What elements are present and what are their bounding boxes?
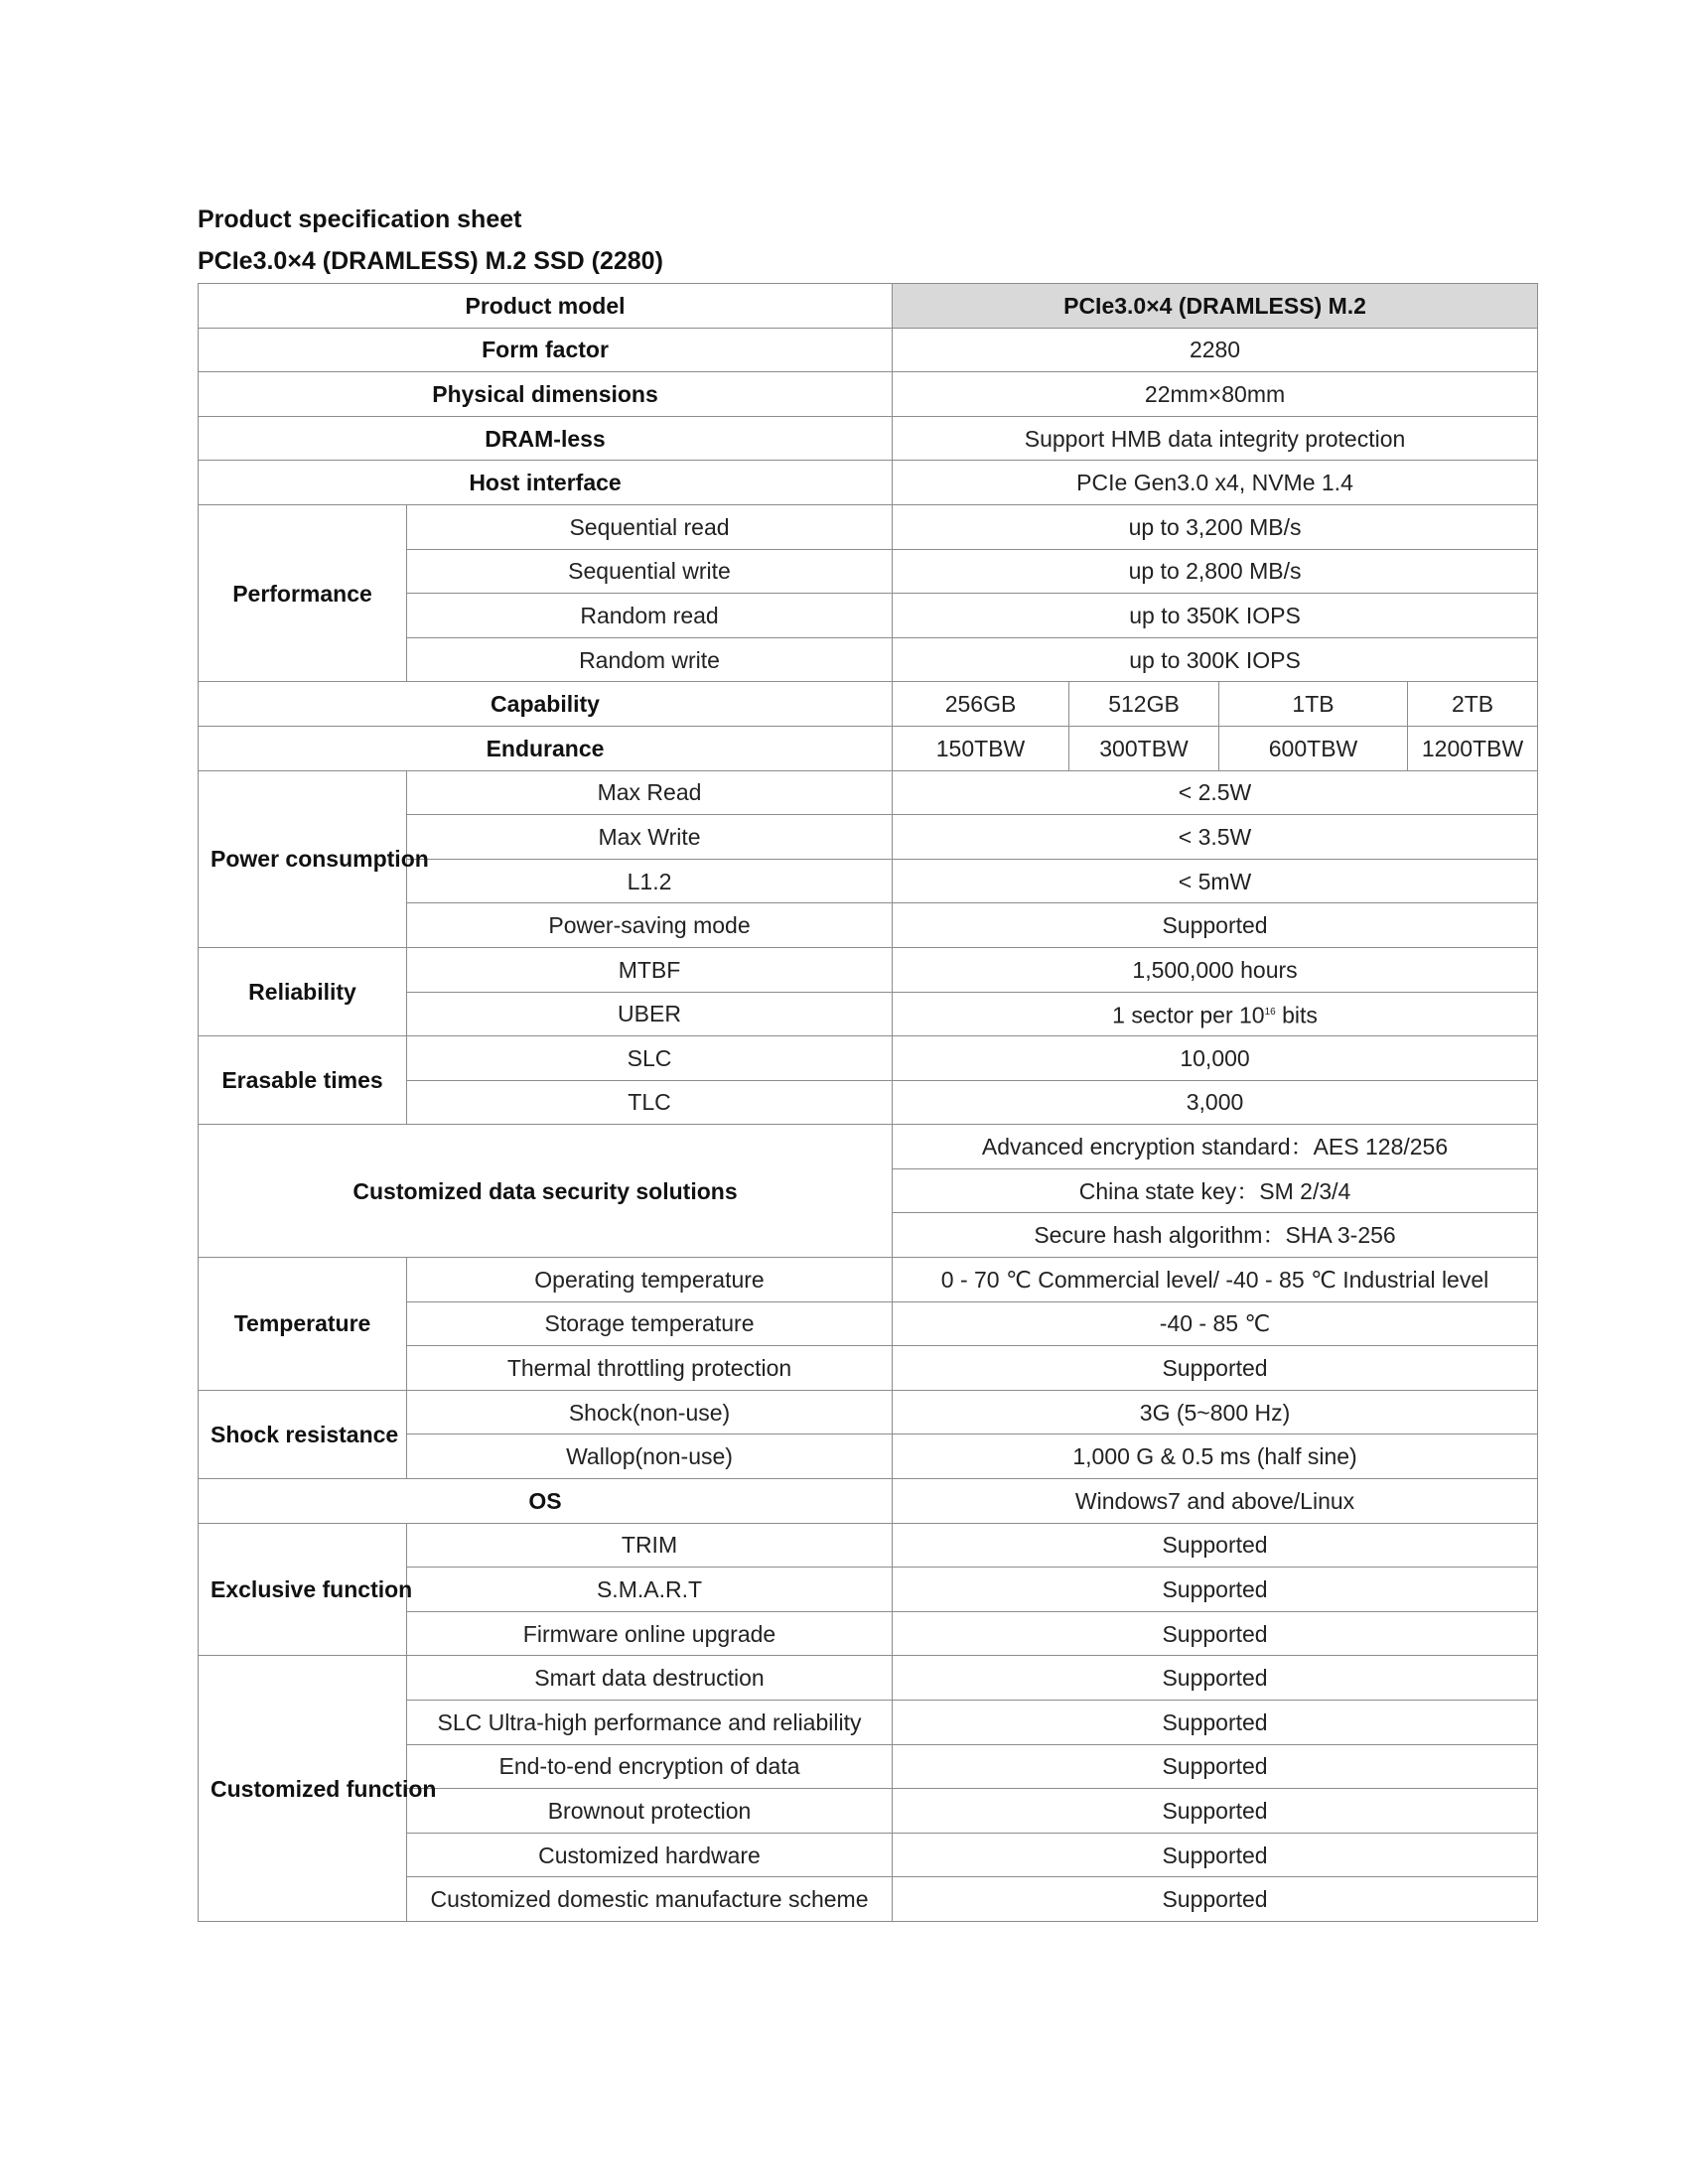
os-label: OS xyxy=(199,1479,893,1524)
product-model-value: PCIe3.0×4 (DRAMLESS) M.2 xyxy=(893,284,1538,329)
row-physical-dimensions xyxy=(199,372,1538,417)
row-shock xyxy=(199,1390,1538,1434)
exclusive-item-label: TRIM xyxy=(407,1523,893,1568)
temperature-item-label: Storage temperature xyxy=(407,1301,893,1346)
power-group-label: Power consumption xyxy=(199,770,407,947)
dram-less-value: Support HMB data integrity protection xyxy=(893,416,1538,461)
power-item-label: Power-saving mode xyxy=(407,903,893,948)
customized-item-value: Supported xyxy=(893,1744,1538,1789)
row-os xyxy=(199,1479,1538,1524)
shock-item-value: 1,000 G & 0.5 ms (half sine) xyxy=(893,1434,1538,1479)
customized-item-value: Supported xyxy=(893,1877,1538,1922)
performance-item-label: Random write xyxy=(407,637,893,682)
row-form-factor xyxy=(199,328,1538,372)
performance-item-value: up to 350K IOPS xyxy=(893,594,1538,638)
exclusive-group-label: Exclusive function xyxy=(199,1523,407,1656)
endurance-value: 600TBW xyxy=(1219,726,1408,770)
endurance-value: 1200TBW xyxy=(1408,726,1538,770)
row-product-model xyxy=(199,284,1538,329)
security-value: Advanced encryption standard：AES 128/256 xyxy=(893,1125,1538,1169)
dram-less-label: DRAM-less xyxy=(199,416,893,461)
customized-item-value: Supported xyxy=(893,1656,1538,1701)
uber-value xyxy=(893,992,1538,1036)
temperature-item-value: 0 - 70 ℃ Commercial level/ -40 - 85 ℃ Industrial level xyxy=(893,1258,1538,1302)
erasable-group-label: Erasable times xyxy=(199,1036,407,1125)
row-erasable xyxy=(199,1036,1538,1081)
exclusive-item-label: Firmware online upgrade xyxy=(407,1611,893,1656)
row-host-interface xyxy=(199,461,1538,505)
performance-item-label: Sequential read xyxy=(407,504,893,549)
erasable-item-label: TLC xyxy=(407,1080,893,1125)
exclusive-item-label: S.M.A.R.T xyxy=(407,1568,893,1612)
os-value: Windows7 and above/Linux xyxy=(893,1479,1538,1524)
host-interface-label: Host interface xyxy=(199,461,893,505)
shock-item-value: 3G (5~800 Hz) xyxy=(893,1390,1538,1434)
row-reliability xyxy=(199,947,1538,992)
power-item-value: < 2.5W xyxy=(893,770,1538,815)
mtbf-value: 1,500,000 hours xyxy=(893,947,1538,992)
power-item-value: Supported xyxy=(893,903,1538,948)
performance-item-value: up to 300K IOPS xyxy=(893,637,1538,682)
capability-value: 2TB xyxy=(1408,682,1538,727)
security-group-label: Customized data security solutions xyxy=(199,1125,893,1258)
customized-group-label: Customized function xyxy=(199,1656,407,1922)
endurance-label: Endurance xyxy=(199,726,893,770)
row-exclusive xyxy=(199,1523,1538,1568)
row-dram-less xyxy=(199,416,1538,461)
shock-group-label: Shock resistance xyxy=(199,1390,407,1478)
shock-item-label: Wallop(non-use) xyxy=(407,1434,893,1479)
document-header xyxy=(198,199,663,282)
performance-item-value: up to 3,200 MB/s xyxy=(893,504,1538,549)
row-security xyxy=(199,1125,1538,1169)
customized-item-label: Brownout protection xyxy=(407,1789,893,1834)
row-endurance xyxy=(199,726,1538,770)
spec-table xyxy=(198,283,1538,1922)
uber-suffix: bits xyxy=(1275,1002,1318,1028)
uber-exponent: 16 xyxy=(1264,1006,1276,1018)
form-factor-label: Form factor xyxy=(199,328,893,372)
capability-label: Capability xyxy=(199,682,893,727)
erasable-item-label: SLC xyxy=(407,1036,893,1081)
customized-item-label: Smart data destruction xyxy=(407,1656,893,1701)
host-interface-value: PCIe Gen3.0 x4, NVMe 1.4 xyxy=(893,461,1538,505)
document-title: Product specification sheet xyxy=(198,205,522,233)
uber-label: UBER xyxy=(407,992,893,1036)
customized-item-label: Customized hardware xyxy=(407,1833,893,1877)
performance-group-label: Performance xyxy=(199,504,407,681)
erasable-item-value: 3,000 xyxy=(893,1080,1538,1125)
temperature-item-label: Thermal throttling protection xyxy=(407,1346,893,1391)
customized-item-value: Supported xyxy=(893,1701,1538,1745)
shock-item-label: Shock(non-use) xyxy=(407,1390,893,1434)
exclusive-item-value: Supported xyxy=(893,1523,1538,1568)
customized-item-value: Supported xyxy=(893,1789,1538,1834)
uber-prefix: 1 sector per 10 xyxy=(1112,1002,1265,1028)
row-capability xyxy=(199,682,1538,727)
temperature-item-value: -40 - 85 ℃ xyxy=(893,1301,1538,1346)
document-subtitle: PCIe3.0×4 (DRAMLESS) M.2 SSD (2280) xyxy=(198,247,663,275)
performance-item-value: up to 2,800 MB/s xyxy=(893,549,1538,594)
row-power xyxy=(199,770,1538,815)
security-value: Secure hash algorithm：SHA 3-256 xyxy=(893,1213,1538,1258)
product-model-label: Product model xyxy=(199,284,893,329)
capability-value: 512GB xyxy=(1069,682,1219,727)
power-item-label: Max Read xyxy=(407,770,893,815)
security-value: China state key：SM 2/3/4 xyxy=(893,1168,1538,1213)
performance-item-label: Random read xyxy=(407,594,893,638)
temperature-group-label: Temperature xyxy=(199,1258,407,1391)
row-temperature xyxy=(199,1258,1538,1302)
physical-dimensions-value: 22mm×80mm xyxy=(893,372,1538,417)
endurance-value: 150TBW xyxy=(893,726,1069,770)
reliability-group-label: Reliability xyxy=(199,947,407,1035)
power-item-label: Max Write xyxy=(407,815,893,860)
capability-value: 256GB xyxy=(893,682,1069,727)
customized-item-label: SLC Ultra-high performance and reliability xyxy=(407,1701,893,1745)
row-performance xyxy=(199,504,1538,549)
customized-item-value: Supported xyxy=(893,1833,1538,1877)
customized-item-label: Customized domestic manufacture scheme xyxy=(407,1877,893,1922)
power-item-label: L1.2 xyxy=(407,859,893,903)
power-item-value: < 5mW xyxy=(893,859,1538,903)
temperature-item-label: Operating temperature xyxy=(407,1258,893,1302)
mtbf-label: MTBF xyxy=(407,947,893,992)
temperature-item-value: Supported xyxy=(893,1346,1538,1391)
form-factor-value: 2280 xyxy=(893,328,1538,372)
exclusive-item-value: Supported xyxy=(893,1611,1538,1656)
exclusive-item-value: Supported xyxy=(893,1568,1538,1612)
erasable-item-value: 10,000 xyxy=(893,1036,1538,1081)
physical-dimensions-label: Physical dimensions xyxy=(199,372,893,417)
customized-item-label: End-to-end encryption of data xyxy=(407,1744,893,1789)
power-item-value: < 3.5W xyxy=(893,815,1538,860)
performance-item-label: Sequential write xyxy=(407,549,893,594)
row-customized xyxy=(199,1656,1538,1701)
endurance-value: 300TBW xyxy=(1069,726,1219,770)
capability-value: 1TB xyxy=(1219,682,1408,727)
